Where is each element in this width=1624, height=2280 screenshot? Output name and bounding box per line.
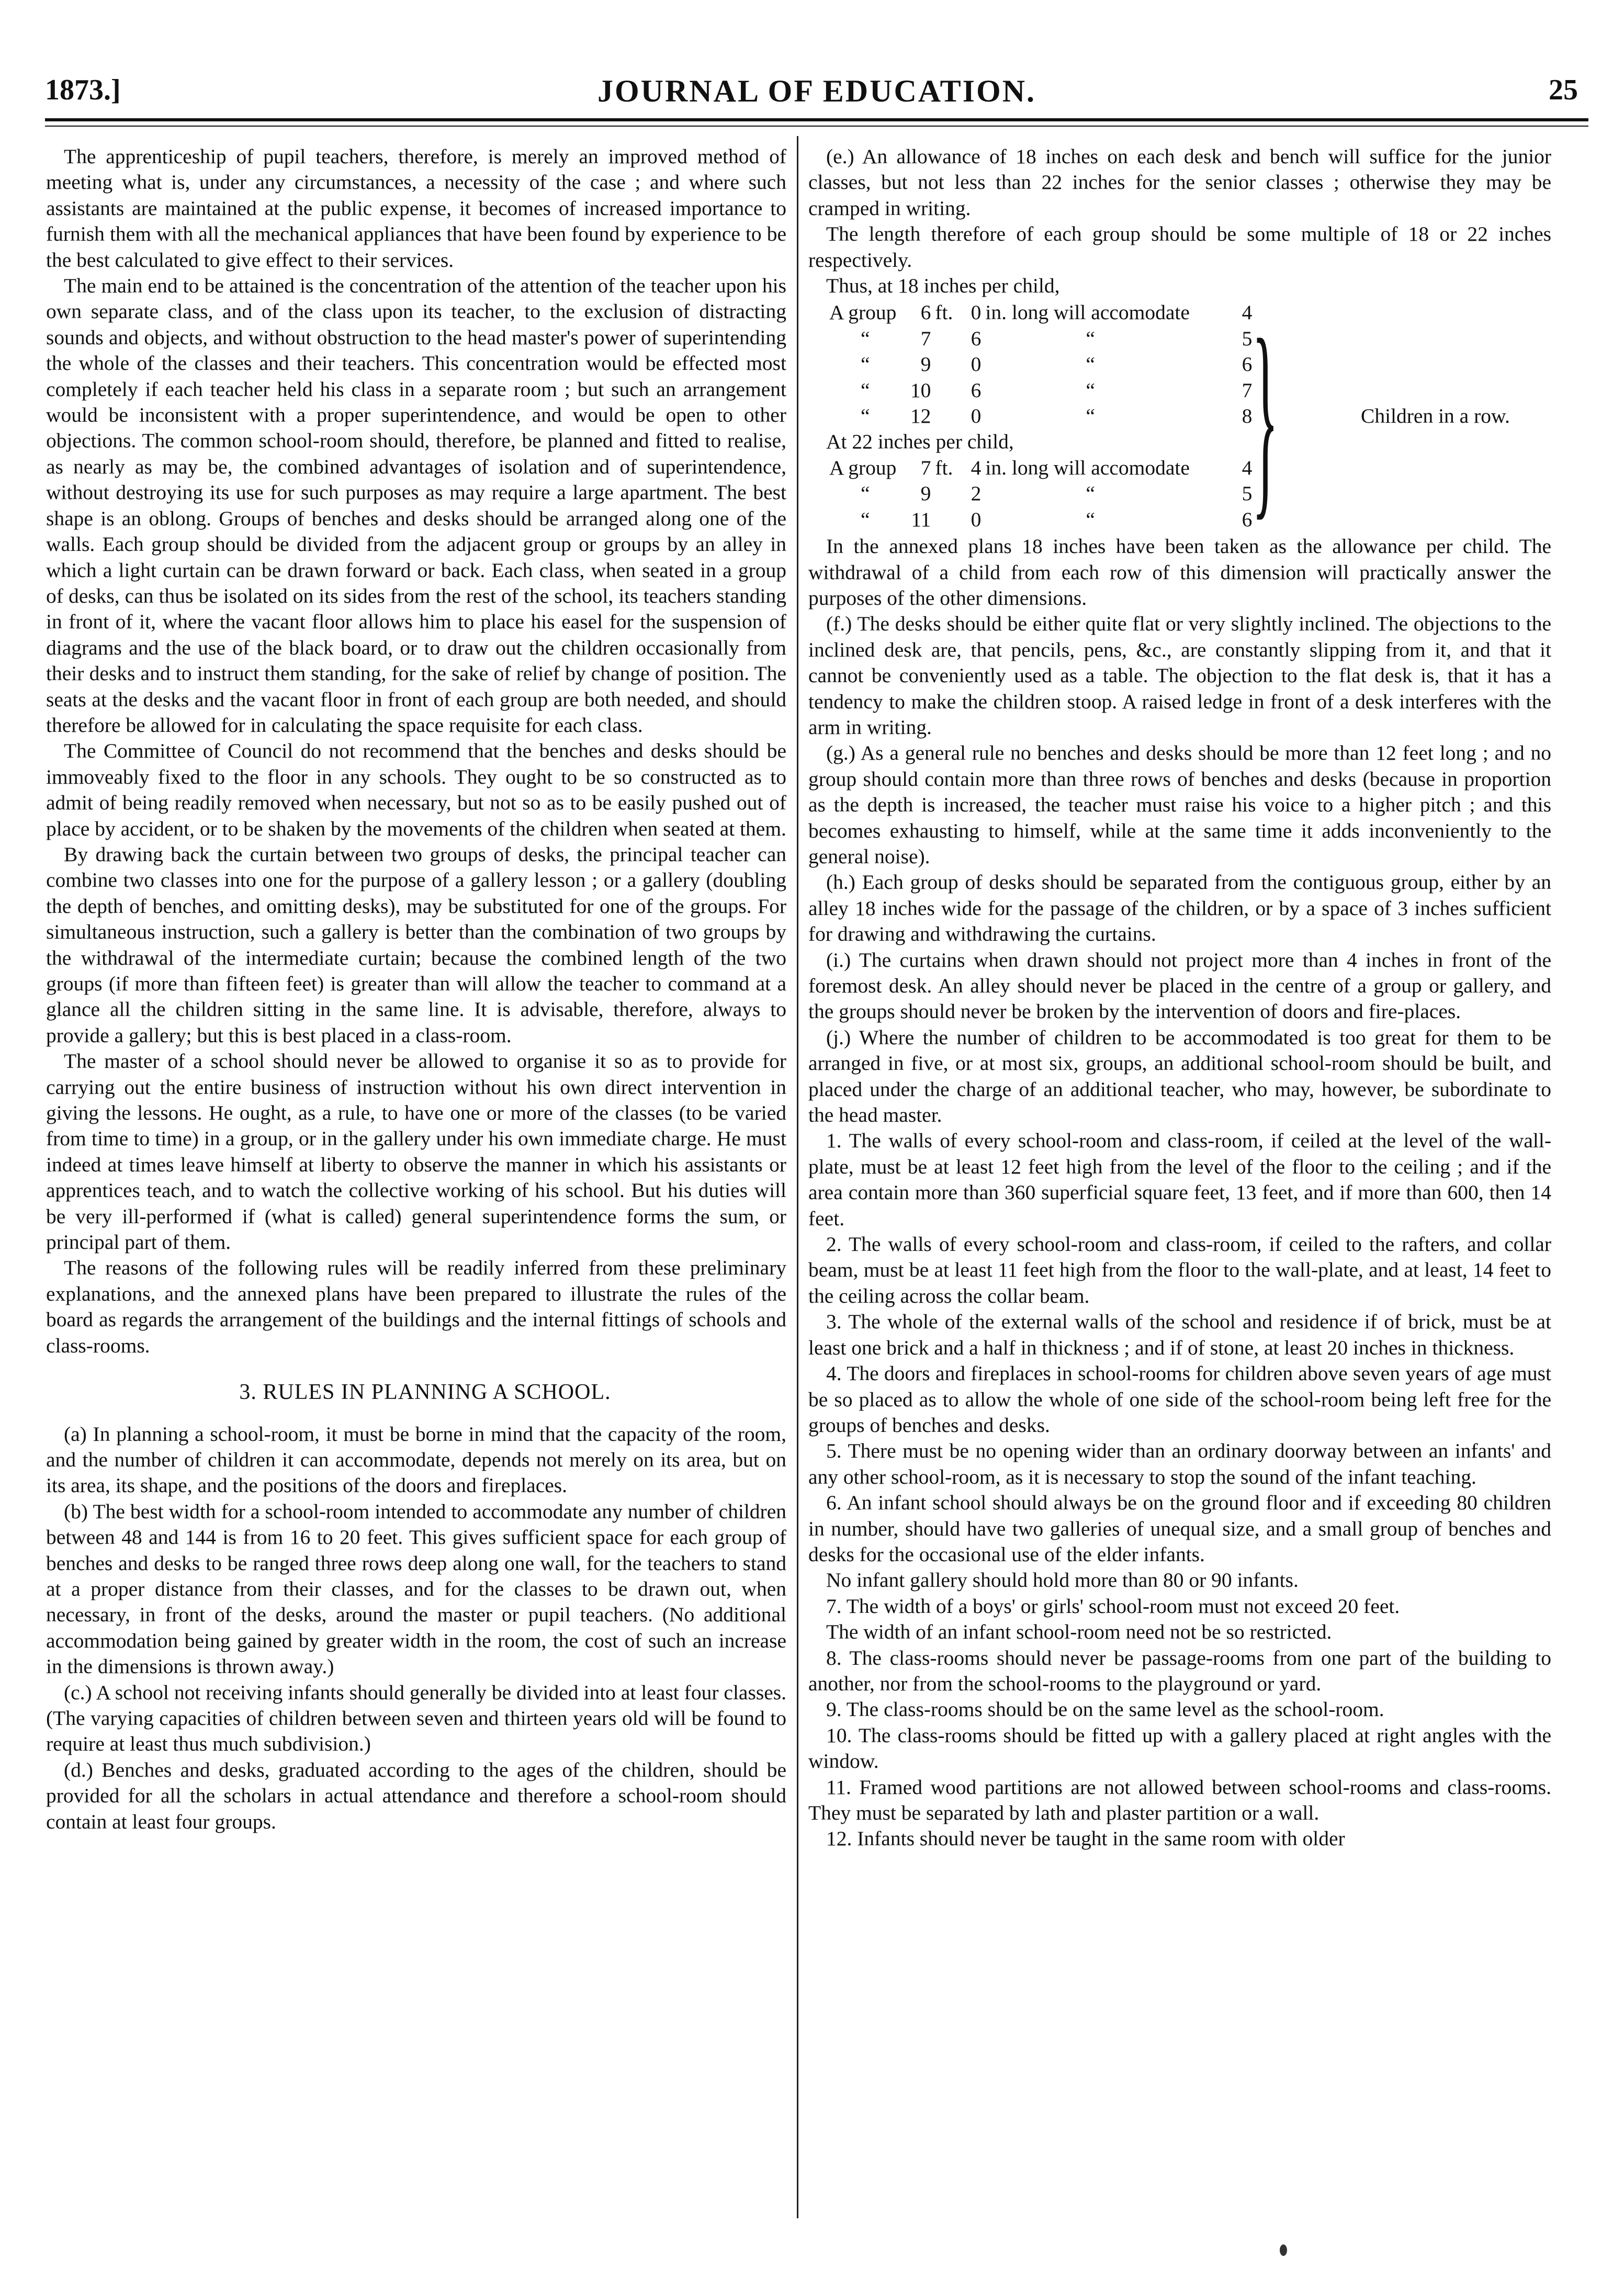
right-column [808, 144, 1551, 2216]
paragraph: In the annexed plans 18 inches have been taken as the allowance per child. The withdrawal of a child from each row of this dimension will practically answer the purposes of the other dimensions. [808, 535, 1551, 609]
table-row: A group 6 ft. 0 in. long will accomodate 4 } Children in a row. [808, 300, 1510, 325]
group-intro-18: Thus, at 18 inches per child, [826, 274, 1060, 298]
numbered-rule-7: 7. The width of a boys' or girls' school-room must not exceed 20 feet. [826, 1594, 1400, 1618]
rule-d: (d.) Benches and desks, graduated according to the ages of the children, should be provided for all the scholars in actual attendance and therefore a school-room should contain at least four groups. [46, 1758, 786, 1833]
table-row: “ 9 0 “ 6 [861, 353, 1253, 376]
table-row: “ 7 6 “ 5 [861, 326, 1253, 350]
numbered-rule-12: 12. Infants should never be taught in the same room with older [826, 1827, 1345, 1850]
numbered-rule-1: 1. The walls of every school-room and class-room, if ceiled at the level of the wall-plate, must be at least 12 feet high from the level of the floor to the ceiling ; and if the area contain more than 360 superficial square feet, 13 feet, and if more than 600, then 14 feet. [808, 1129, 1551, 1230]
header-rule-thin [45, 126, 1588, 127]
numbered-rule-6: 6. An infant school should always be on the ground floor and if exceeding 80 children in number, should have two galleries of unequal size, and a small group of benches and desks for the occasional use of the elder infants. [808, 1491, 1551, 1566]
header-rule [45, 118, 1588, 121]
paragraph: The length therefore of each group should be some multiple of 18 or 22 inches respectively. [808, 222, 1551, 272]
table-row: “ 11 0 “ 6 [861, 507, 1253, 531]
numbered-rule-3: 3. The whole of the external walls of the school and residence if of brick, must be at least one brick and a half in thickness ; and if of stone, at least 20 inches in thickness. [808, 1310, 1551, 1359]
numbered-rule-10: 10. The class-rooms should be fitted up with a gallery placed at right angles with the window. [808, 1723, 1551, 1773]
running-header [45, 73, 1588, 115]
rule-c: (c.) A school not receiving infants should generally be divided into at least four classes. (The varying capacities of children between seven and thirteen years old will be found to require at least thus much subdivision.) [46, 1680, 786, 1756]
rule-e: (e.) An allowance of 18 inches on each desk and bench will suffice for the junior classes, but not less than 22 inches for the senior classes ; otherwise they may be cramped in writing. [808, 145, 1551, 220]
rule-b: (b) The best width for a school-room intended to accommodate any number of children between 48 and 144 is from 16 to 20 feet. This gives sufficient space for each group of benches and desks to be ranged three rows deep along one wall, for the teachers to stand at a proper distance from their classes, and for the classes to be drawn out, when necessary, in front of the desks, around the master or pupil teachers. (No additional accommodation being gained by greater width in the room, the cost of such an increase in the dimensions is thrown away.) [46, 1499, 786, 1678]
paragraph: By drawing back the curtain between two groups of desks, the principal teacher can combine two classes into one for the purpose of a gallery lesson ; or a gallery (doubling the depth of benches, and omitting desks), may be substituted for one of the groups. For simultaneous instruction, such a gallery is better than the combination of two groups by the withdrawal of the intermediate curtain; because the combined length of the two groups (if more than fifteen feet) is greater than will allow the teacher to command at a glance all the children sitting in the same line. It is advisable, therefore, always to provide a gallery; but this is best placed in a class-room. [46, 842, 786, 1047]
children-in-row-note: Children in a row. [1360, 404, 1510, 428]
brace: } [1252, 294, 1279, 538]
ink-speck [1280, 2244, 1287, 2256]
paragraph: The width of an infant school-room need not be so restricted. [826, 1620, 1332, 1644]
numbered-rule-8: 8. The class-rooms should never be passage-rooms from one part of the building to another, nor from the school-rooms to the playground or yard. [808, 1646, 1551, 1695]
rule-g: (g.) As a general rule no benches and desks should be more than 12 feet long ; and no group should contain more than three rows of benches and desks (because in proportion as the depth is increased, the teacher must raise his voice to a higher pitch ; and this becomes exhausting to himself, while at the same time it adds inconveniently to the general noise). [808, 741, 1551, 868]
rule-h: (h.) Each group of desks should be separated from the contiguous group, either by an alley 18 inches wide for the passage of the children, or by a space of 3 inches sufficient for drawing and withdrawing the curtains. [808, 871, 1551, 946]
numbered-rule-4: 4. The doors and fireplaces in school-rooms for children above seven years of age must be so placed as to allow the whole of one side of the school-room being left free for the groups of benches and desks. [808, 1362, 1551, 1437]
paragraph: The Committee of Council do not recommend that the benches and desks should be immoveably fixed to the floor in any schools. They ought to be so constructed as to admit of being readily removed when necessary, but not so as to be easily pushed out of place by accident, or to be shaken by the movements of the children when seated at them. [46, 739, 786, 840]
table-row: “ 10 6 “ 7 [861, 378, 1253, 402]
group-intro-22: At 22 inches per child, [826, 430, 1014, 454]
paragraph: No infant gallery should hold more than 80 or 90 infants. [826, 1568, 1299, 1592]
numbered-rule-11: 11. Framed wood partitions are not allowed between school-rooms and class-rooms. They must be separated by lath and plaster partition or a wall. [808, 1775, 1551, 1824]
numbered-rule-9: 9. The class-rooms should be on the same level as the school-room. [826, 1698, 1384, 1721]
left-column [46, 144, 786, 2216]
rule-f: (f.) The desks should be either quite flat or very slightly inclined. The objections to the inclined desk are, that pencils, pens, &c., are constantly slipping from it, and that it cannot be conveniently used as a table. The objection to the flat desk is, that it has a tendency to make the children stoop. A raised ledge in front of a desk interferes with the arm in writing. [808, 612, 1551, 739]
table-row: A group 7 ft. 4 in. long will accomodate 4 [829, 456, 1253, 479]
rule-a: (a) In planning a school-room, it must be borne in mind that the capacity of the room, and the number of children it can accommodate, depends not merely on its area, but on its area, its shape, and the positions of the doors and fireplaces. [46, 1422, 786, 1497]
rule-j: (j.) Where the number of children to be accommodated is too great for them to be arranged in five, or at most six, groups, an additional school-room should be built, and placed under the charge of an additional teacher, who may, however, be subordinate to the head master. [808, 1025, 1551, 1127]
column-divider [797, 136, 798, 2218]
rule-i: (i.) The curtains when drawn should not project more than 4 inches in front of the foremost desk. An alley should never be placed in the centre of a group or gallery, and the groups should never be broken by the intervention of doors and fire-places. [808, 948, 1551, 1023]
group-table [808, 294, 1510, 538]
table-row: “ 12 0 “ 8 [861, 404, 1253, 428]
group-lead: A group [829, 301, 897, 324]
table-row: “ 9 2 “ 5 [861, 482, 1253, 505]
numbered-rule-2: 2. The walls of every school-room and class-room, if ceiled to the rafters, and collar beam, must be at least 11 feet high from the floor to the wall-plate, and at least, 14 feet to the ceiling across the collar beam. [808, 1233, 1551, 1307]
page-number: 25 [1549, 74, 1578, 106]
numbered-rule-5: 5. There must be no opening wider than an ordinary doorway between an infants' and any other school-room, as it is necessary to stop the sound of the infant teaching. [808, 1439, 1551, 1488]
paragraph: The main end to be attained is the concentration of the attention of the teacher upon his own separate class, and of the class upon its teacher, to the exclusion of distracting sounds and objects, and without obstruction to the head master's power of superintending the whole of the classes and their teachers. This concentration would be effected most completely if each teacher held his class in a separate room ; but such an arrangement would be inconsistent with a proper superintendence, and would be open to other objections. The common school-room should, therefore, be planned and fitted to realise, as nearly as may be, the combined advantages of isolation and of superintendence, without destroying its use for such purposes as may require a large apartment. The best shape is an oblong. Groups of benches and desks should be arranged along one of the walls. Each group should be divided from the adjacent group or groups by an alley in which a light curtain can be drawn forward or back. Each class, when seated in a group of desks, can thus be isolated on its sides from the rest of the school, its teachers standing in front of it, where the vacant floor allows him to place his easel for the suspension of diagrams and the use of the black board, or to draw out the children occasionally from their desks and to instruct them standing, for the sake of relief by change of position. The seats at the desks and the vacant floor in front of each group are both needed, and should therefore be allowed for in calculating the space requisite for each class. [46, 274, 786, 737]
paragraph: The apprenticeship of pupil teachers, therefore, is merely an improved method of meeting what is, under any circumstances, a necessity of the case ; and where such assistants are maintained at the public expense, it becomes of increased importance to furnish them with all the mechanical appliances that have been found by experience to be the best calculated to give effect to their services. [46, 145, 786, 272]
paragraph: The reasons of the following rules will be readily inferred from these preliminary explanations, and the annexed plans have been prepared to illustrate the rules of the board as regards the arrangement of the buildings and the internal fittings of schools and class-rooms. [46, 1256, 786, 1357]
section-heading: 3. RULES IN PLANNING A SCHOOL. [239, 1380, 611, 1405]
paragraph: The master of a school should never be allowed to organise it so as to provide for carrying out the entire business of instruction without his own direct intervention in giving the lessons. He ought, as a rule, to have one or more of the classes (to be varied from time to time) in a group, or in the gallery under his own immediate charge. He must indeed at times leave himself at liberty to observe the manner in which his assistants or apprentices teach, and to watch the collective working of his school. But his duties will be very ill-performed if (what is called) general superintendence forms the sum, or principal part of them. [46, 1049, 786, 1254]
header-year: 1873.] [45, 74, 121, 106]
journal-title: JOURNAL OF EDUCATION. [597, 74, 1036, 108]
